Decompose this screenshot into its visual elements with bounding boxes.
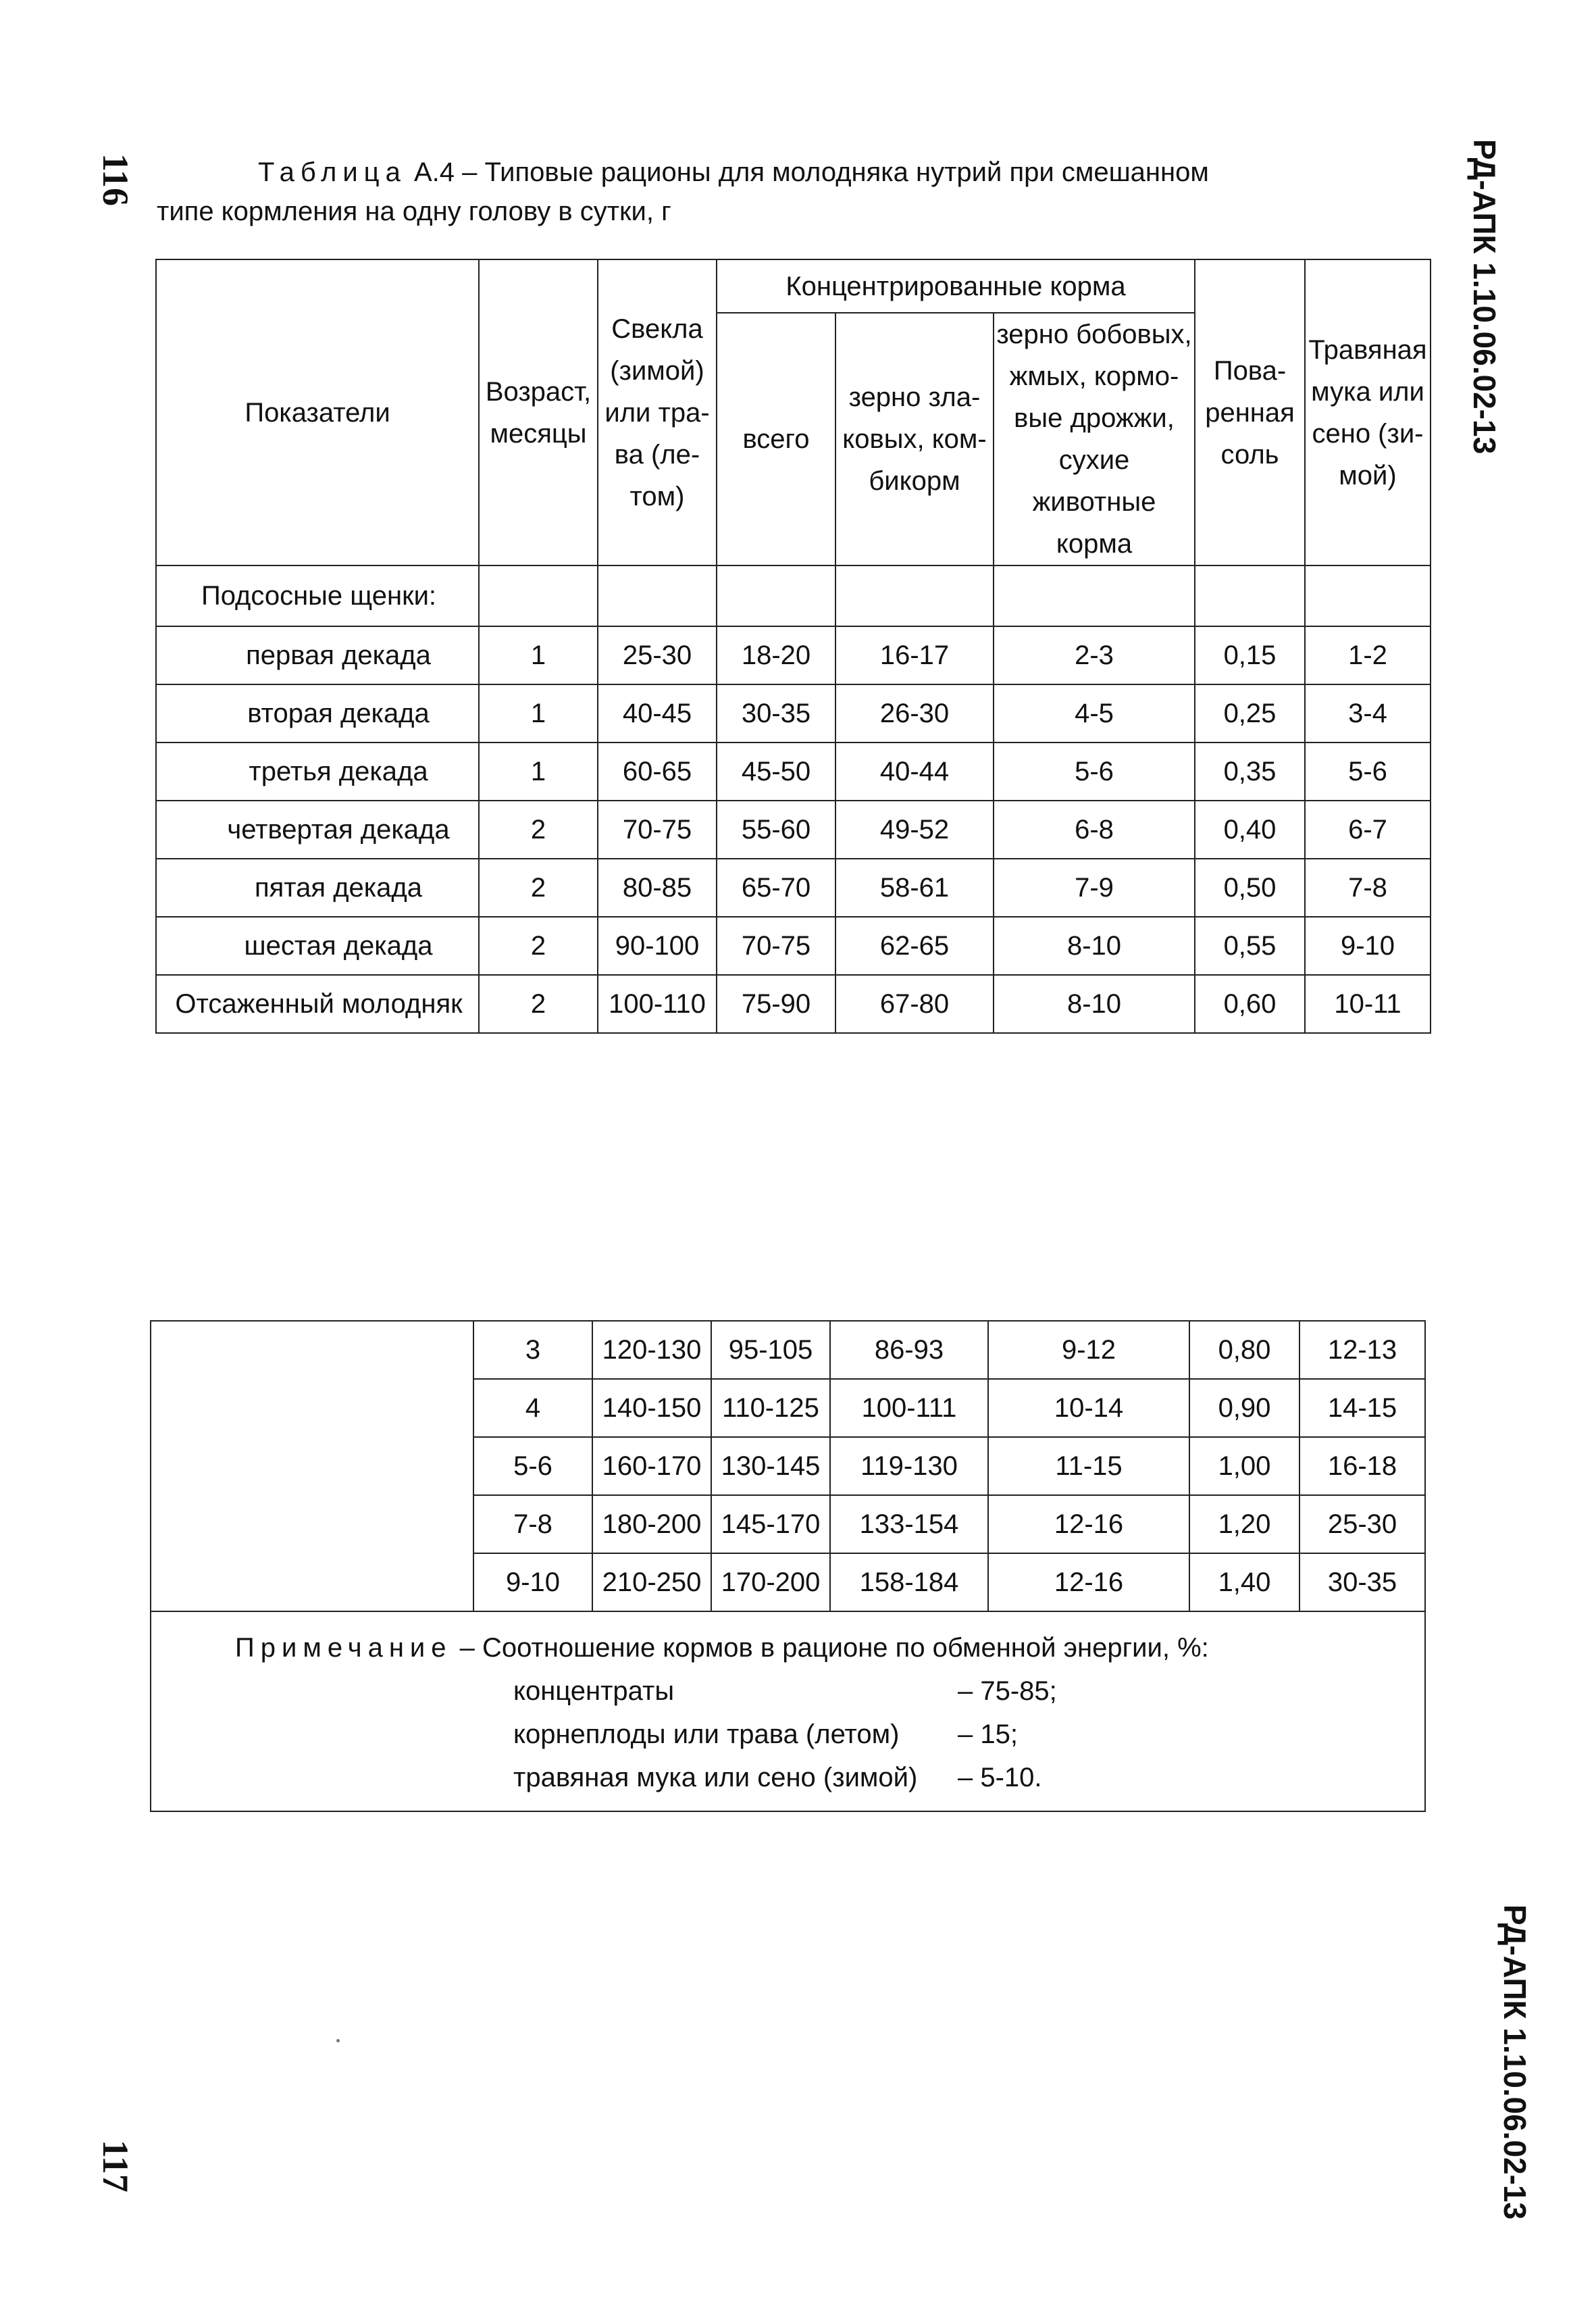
cell-total: 75-90 <box>717 975 835 1033</box>
cell-grain: 40-44 <box>835 743 994 801</box>
cell-age: 3 <box>473 1321 592 1379</box>
cell-beet: 180-200 <box>592 1495 711 1553</box>
cell-beet: 40-45 <box>598 684 717 743</box>
page-number-top: 116 <box>95 153 136 207</box>
cell-age: 9-10 <box>473 1553 592 1611</box>
row-label: Отсаженный молодняк <box>156 975 479 1033</box>
note-prefix: Примечание <box>235 1633 453 1663</box>
cell-grain: 67-80 <box>835 975 994 1033</box>
cell-grass: 10-11 <box>1305 975 1431 1033</box>
cell-age: 2 <box>479 859 598 917</box>
cell-age: 2 <box>479 801 598 859</box>
scan-speck <box>336 2039 340 2042</box>
header-indicators: Показатели <box>156 259 479 565</box>
table-row <box>156 859 1431 917</box>
cell-beet: 210-250 <box>592 1553 711 1611</box>
cell-age: 4 <box>473 1379 592 1437</box>
table-row <box>156 917 1431 975</box>
cell-age: 1 <box>479 684 598 743</box>
note-item <box>235 1669 1209 1713</box>
cell-beet: 25-30 <box>598 626 717 684</box>
cell-age: 1 <box>479 743 598 801</box>
cell-age: 2 <box>479 917 598 975</box>
table-row <box>156 743 1431 801</box>
cell-grass: 12-13 <box>1299 1321 1425 1379</box>
note-item-value: – 15; <box>958 1719 1018 1749</box>
cell-grain: 62-65 <box>835 917 994 975</box>
note-item <box>235 1713 1209 1756</box>
cell-salt: 1,40 <box>1189 1553 1299 1611</box>
cell-grass: 7-8 <box>1305 859 1431 917</box>
row-label: четвертая декада <box>156 801 479 859</box>
ration-table-top <box>155 259 1431 1034</box>
table-note <box>235 1626 1209 1799</box>
doc-id-bottom: РД-АПК 1.10.06.02-13 <box>1497 1904 1533 2220</box>
cell-salt: 0,15 <box>1195 626 1305 684</box>
cell-grass: 6-7 <box>1305 801 1431 859</box>
cell-salt: 0,55 <box>1195 917 1305 975</box>
cell-legumes: 2-3 <box>994 626 1195 684</box>
cell-total: 130-145 <box>711 1437 830 1495</box>
cell-grass: 16-18 <box>1299 1437 1425 1495</box>
group-row <box>156 565 1431 626</box>
table-row <box>156 626 1431 684</box>
header-concentrates: Концентрированные корма <box>717 259 1195 313</box>
cell-age: 2 <box>479 975 598 1033</box>
doc-id-top: РД-АПК 1.10.06.02-13 <box>1467 139 1503 455</box>
cell-grass: 3-4 <box>1305 684 1431 743</box>
cell-legumes: 8-10 <box>994 917 1195 975</box>
cell-legumes: 5-6 <box>994 743 1195 801</box>
cell-total: 65-70 <box>717 859 835 917</box>
note-intro-line <box>235 1626 1209 1669</box>
row-label: пятая декада <box>156 859 479 917</box>
cell-salt: 0,60 <box>1195 975 1305 1033</box>
title-line-1-rest: А.4 – Типовые рационы для молодняка нутрий при смешанном <box>413 157 1209 187</box>
cell-salt: 0,25 <box>1195 684 1305 743</box>
page-number-bottom: 117 <box>95 2139 136 2193</box>
header-legumes: зерно бобовых, жмых, кормо- вые дрожжи, сухие животные корма <box>994 313 1195 565</box>
header-total: всего <box>717 313 835 565</box>
note-item-value: – 5-10. <box>958 1763 1042 1792</box>
cell-grass: 30-35 <box>1299 1553 1425 1611</box>
header-age: Возраст, месяцы <box>479 259 598 565</box>
cell-salt: 0,40 <box>1195 801 1305 859</box>
cell-grain: 49-52 <box>835 801 994 859</box>
title-table-word: Таблица <box>258 157 407 187</box>
cell-total: 70-75 <box>717 917 835 975</box>
table-row <box>156 684 1431 743</box>
cell-total: 145-170 <box>711 1495 830 1553</box>
cell-total: 170-200 <box>711 1553 830 1611</box>
cell-legumes: 7-9 <box>994 859 1195 917</box>
cell-legumes: 9-12 <box>988 1321 1189 1379</box>
cell-grass: 14-15 <box>1299 1379 1425 1437</box>
cell-salt: 1,20 <box>1189 1495 1299 1553</box>
cell-grain: 133-154 <box>830 1495 988 1553</box>
cell-salt: 1,00 <box>1189 1437 1299 1495</box>
cell-legumes: 8-10 <box>994 975 1195 1033</box>
cell-grass: 25-30 <box>1299 1495 1425 1553</box>
cell-grain: 119-130 <box>830 1437 988 1495</box>
cell-salt: 0,80 <box>1189 1321 1299 1379</box>
note-item-name: концентраты <box>513 1676 675 1706</box>
cell-grain: 26-30 <box>835 684 994 743</box>
note-intro: – Соотношение кормов в рационе по обменной энергии, %: <box>459 1633 1209 1663</box>
note-item <box>235 1756 1209 1799</box>
cell-beet: 160-170 <box>592 1437 711 1495</box>
cell-age: 1 <box>479 626 598 684</box>
table-row <box>156 975 1431 1033</box>
note-item-value: – 75-85; <box>958 1676 1057 1706</box>
cell-legumes: 4-5 <box>994 684 1195 743</box>
cell-legumes: 10-14 <box>988 1379 1189 1437</box>
row-label: вторая декада <box>156 684 479 743</box>
cell-beet: 140-150 <box>592 1379 711 1437</box>
cell-total: 45-50 <box>717 743 835 801</box>
cell-grain: 58-61 <box>835 859 994 917</box>
cell-total: 18-20 <box>717 626 835 684</box>
table-title <box>157 153 1345 231</box>
header-grain: зерно зла- ковых, ком- бикорм <box>835 313 994 565</box>
row-label: первая декада <box>156 626 479 684</box>
note-item-name: травяная мука или сено (зимой) <box>513 1763 918 1792</box>
cell-total: 110-125 <box>711 1379 830 1437</box>
cell-beet: 120-130 <box>592 1321 711 1379</box>
table-row <box>151 1321 1425 1379</box>
cell-beet: 100-110 <box>598 975 717 1033</box>
cell-legumes: 12-16 <box>988 1553 1189 1611</box>
title-line-1 <box>157 153 1345 192</box>
cell-age: 7-8 <box>473 1495 592 1553</box>
cell-grain: 16-17 <box>835 626 994 684</box>
cell-legumes: 11-15 <box>988 1437 1189 1495</box>
header-salt: Пова- ренная соль <box>1195 259 1305 565</box>
cell-salt: 0,35 <box>1195 743 1305 801</box>
cell-total: 55-60 <box>717 801 835 859</box>
cell-salt: 0,90 <box>1189 1379 1299 1437</box>
cell-total: 30-35 <box>717 684 835 743</box>
cell-grain: 100-111 <box>830 1379 988 1437</box>
cell-salt: 0,50 <box>1195 859 1305 917</box>
cell-grain: 158-184 <box>830 1553 988 1611</box>
table-row <box>156 801 1431 859</box>
cell-legumes: 6-8 <box>994 801 1195 859</box>
cell-grain: 86-93 <box>830 1321 988 1379</box>
cell-grass: 1-2 <box>1305 626 1431 684</box>
header-beet: Свекла (зимой) или тра- ва (ле- том) <box>598 259 717 565</box>
title-line-2: типе кормления на одну голову в сутки, г <box>157 197 671 226</box>
note-item-name: корнеплоды или трава (летом) <box>513 1719 900 1749</box>
cell-legumes: 12-16 <box>988 1495 1189 1553</box>
cell-total: 95-105 <box>711 1321 830 1379</box>
cell-grass: 5-6 <box>1305 743 1431 801</box>
cell-beet: 80-85 <box>598 859 717 917</box>
row-label: третья декада <box>156 743 479 801</box>
blank-label-cell <box>151 1321 473 1611</box>
group-label: Подсосные щенки: <box>156 565 479 626</box>
cell-beet: 90-100 <box>598 917 717 975</box>
header-grass-meal: Травяная мука или сено (зи- мой) <box>1305 259 1431 565</box>
cell-beet: 70-75 <box>598 801 717 859</box>
row-label: шестая декада <box>156 917 479 975</box>
cell-beet: 60-65 <box>598 743 717 801</box>
cell-grass: 9-10 <box>1305 917 1431 975</box>
cell-age: 5-6 <box>473 1437 592 1495</box>
